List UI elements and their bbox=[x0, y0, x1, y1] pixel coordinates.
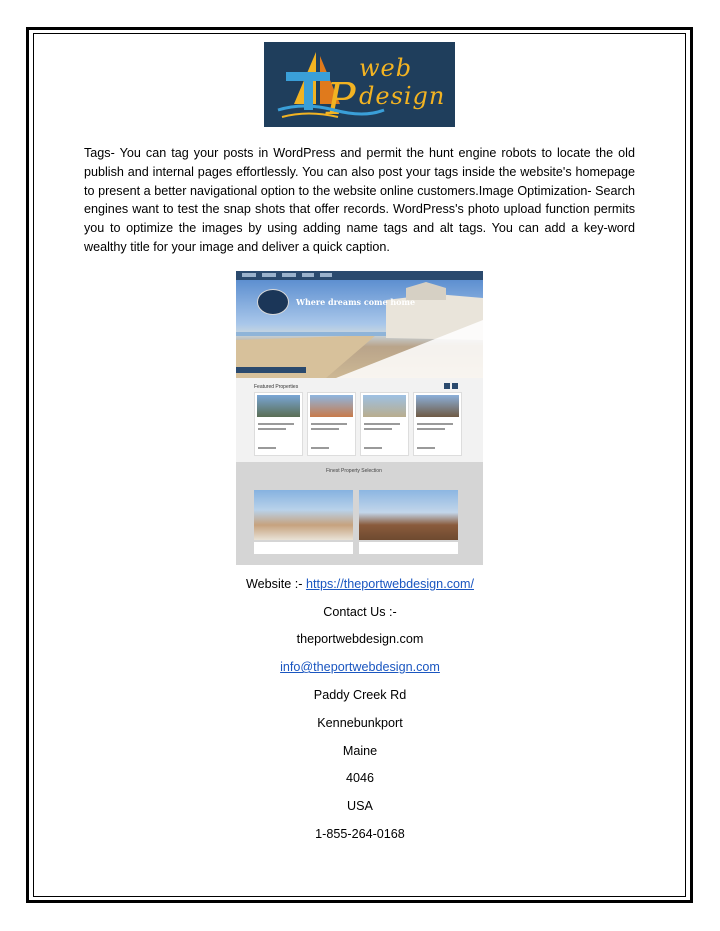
email-link-row bbox=[0, 660, 720, 674]
photo-caption bbox=[359, 542, 458, 554]
svg-text:P: P bbox=[326, 74, 356, 125]
property-photo bbox=[359, 490, 458, 540]
website-screenshot bbox=[236, 271, 483, 565]
contact-us-heading: Contact Us :- bbox=[323, 605, 397, 619]
country-text: USA bbox=[347, 799, 373, 813]
hero-tagline: Where dreams come home bbox=[296, 297, 416, 307]
state-text: Maine bbox=[342, 744, 378, 758]
domain-text: theportwebdesign.com bbox=[296, 632, 424, 646]
featured-heading: Featured Properties bbox=[254, 384, 299, 390]
property-card bbox=[360, 392, 409, 456]
logo-word-design: design bbox=[359, 82, 446, 110]
screenshot-nav-bar bbox=[236, 271, 483, 280]
search-bar bbox=[236, 367, 306, 373]
screenshot-hero-image bbox=[236, 280, 483, 378]
property-card bbox=[307, 392, 356, 456]
next-arrow-icon bbox=[452, 383, 458, 389]
finest-selection-section bbox=[236, 462, 483, 565]
realtor-badge bbox=[257, 289, 289, 315]
company-logo bbox=[264, 42, 455, 127]
street-text: Paddy Creek Rd bbox=[313, 688, 407, 702]
article-paragraph: Tags- You can tag your posts in WordPress and permit the hunt engine robots to locate the old publish and internal pages effortlessly. You can also post your tags inside the website's homepage to present a better navigational option to the website online customers.Image Optimization- Search engines want to test the snap shots that offer records. WordPress's photo upload function permits you to optimize the images by using adding name tags and alt tags. You can add a key-word wealthy title for your image and deliver a quick caption. bbox=[84, 146, 635, 254]
logo-word-web: web bbox=[359, 54, 413, 82]
property-card bbox=[254, 392, 303, 456]
property-card bbox=[413, 392, 462, 456]
selection-heading: Finest Property Selection bbox=[326, 468, 382, 474]
email-link[interactable]: info@theportwebdesign.com bbox=[280, 660, 440, 674]
website-label: Website :- bbox=[246, 577, 306, 591]
city-text: Kennebunkport bbox=[317, 716, 403, 730]
property-photo bbox=[254, 490, 353, 540]
photo-caption bbox=[254, 542, 353, 554]
website-line bbox=[0, 577, 720, 591]
prev-arrow-icon bbox=[444, 383, 450, 389]
zip-text: 4046 bbox=[345, 771, 375, 785]
website-link[interactable]: https://theportwebdesign.com/ bbox=[305, 577, 474, 591]
phone-text: 1-855-264-0168 bbox=[315, 827, 405, 841]
